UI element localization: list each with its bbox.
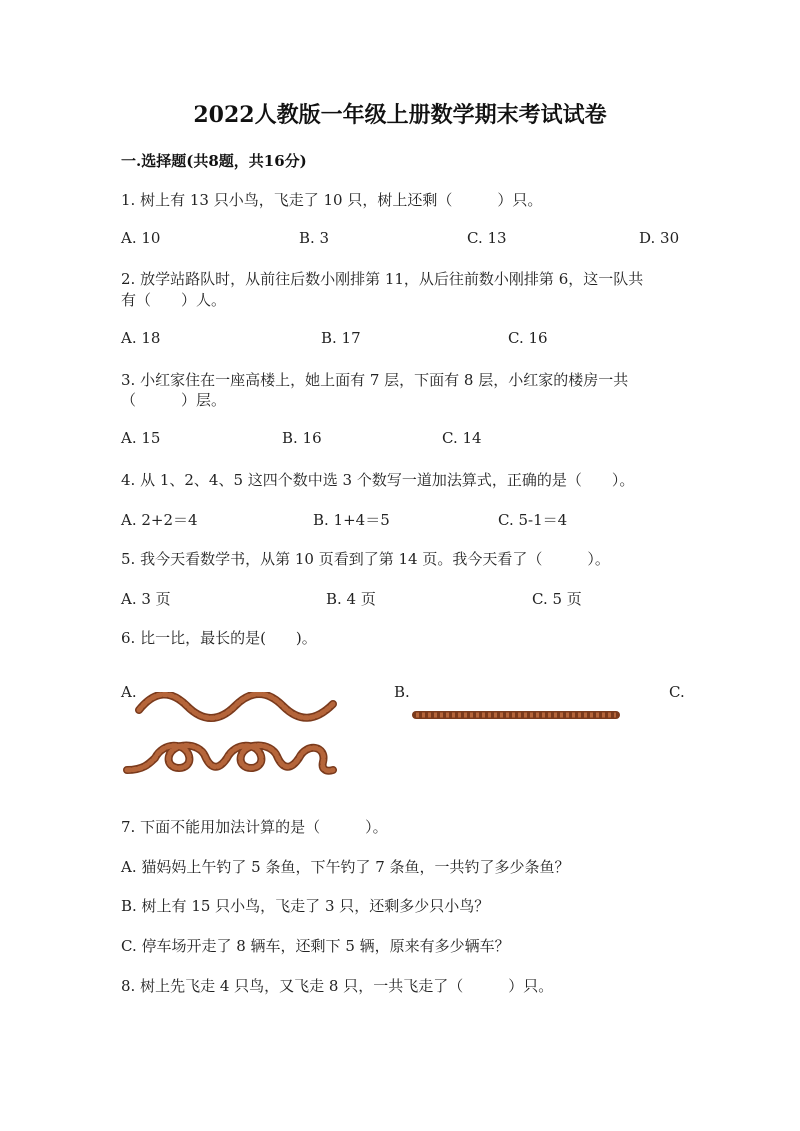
question-5-option-b[interactable]: B. 4 页: [326, 590, 376, 608]
question-4-option-a[interactable]: A. 2+2＝4: [121, 511, 198, 529]
question-3-option-c[interactable]: C. 14: [442, 429, 482, 447]
question-4-text: 4. 从 1、2、4、5 这四个数中选 3 个数写一道加法算式，正确的是（ ）。: [121, 471, 635, 489]
question-7-option-b[interactable]: B. 树上有 15 只小鸟，飞走了 3 只，还剩多少只小鸟？: [121, 897, 490, 915]
question-6-text: 6. 比一比，最长的是( )。: [121, 629, 317, 647]
question-6-option-c[interactable]: C.: [669, 683, 685, 701]
question-7-text: 7. 下面不能用加法计算的是（ ）。: [121, 818, 388, 836]
question-7-option-a[interactable]: A. 猫妈妈上午钓了 5 条鱼，下午钓了 7 条鱼，一共钓了多少条鱼？: [121, 858, 570, 876]
section-heading: 一.选择题(共8题，共16分): [121, 152, 307, 170]
question-1-text: 1. 树上有 13 只小鸟，飞走了 10 只，树上还剩（ ）只。: [121, 191, 543, 209]
question-2-option-a[interactable]: A. 18: [121, 329, 161, 347]
question-5-text: 5. 我今天看数学书，从第 10 页看到了第 14 页。我今天看了（ ）。: [121, 550, 610, 568]
question-2-text-line2: 有（ ）人。: [121, 291, 227, 309]
question-3-text-line1: 3. 小红家住在一座高楼上，她上面有 7 层，下面有 8 层，小红家的楼房一共: [121, 371, 629, 389]
question-3-option-a[interactable]: A. 15: [121, 429, 161, 447]
page-title: 2022人教版一年级上册数学期末考试试卷: [193, 102, 607, 128]
question-6-option-b[interactable]: B.: [394, 683, 410, 701]
question-5-option-a[interactable]: A. 3 页: [121, 590, 171, 608]
question-1-option-a[interactable]: A. 10: [121, 229, 161, 247]
question-1-option-c[interactable]: C. 13: [467, 229, 507, 247]
question-2-option-b[interactable]: B. 17: [321, 329, 361, 347]
question-8-text: 8. 树上先飞走 4 只鸟，又飞走 8 只，一共飞走了（ ）只。: [121, 977, 554, 995]
question-1-option-d[interactable]: D. 30: [639, 229, 680, 247]
question-6-option-a[interactable]: A.: [121, 683, 137, 701]
straight-rope-image: [412, 708, 622, 722]
looped-rope-image: [123, 738, 338, 778]
question-5-option-c[interactable]: C. 5 页: [532, 590, 582, 608]
question-2-text-line1: 2. 放学站路队时，从前往后数小刚排第 11，从后往前数小刚排第 6，这一队共: [121, 270, 644, 288]
question-2-option-c[interactable]: C. 16: [508, 329, 548, 347]
question-1-option-b[interactable]: B. 3: [299, 229, 330, 247]
question-7-option-c[interactable]: C. 停车场开走了 8 辆车，还剩下 5 辆，原来有多少辆车？: [121, 937, 510, 955]
question-4-option-b[interactable]: B. 1+4＝5: [313, 511, 390, 529]
wavy-rope-image: [135, 692, 340, 724]
question-4-option-c[interactable]: C. 5-1＝4: [498, 511, 568, 529]
question-3-option-b[interactable]: B. 16: [282, 429, 322, 447]
question-3-text-line2: （ ）层。: [121, 391, 227, 409]
